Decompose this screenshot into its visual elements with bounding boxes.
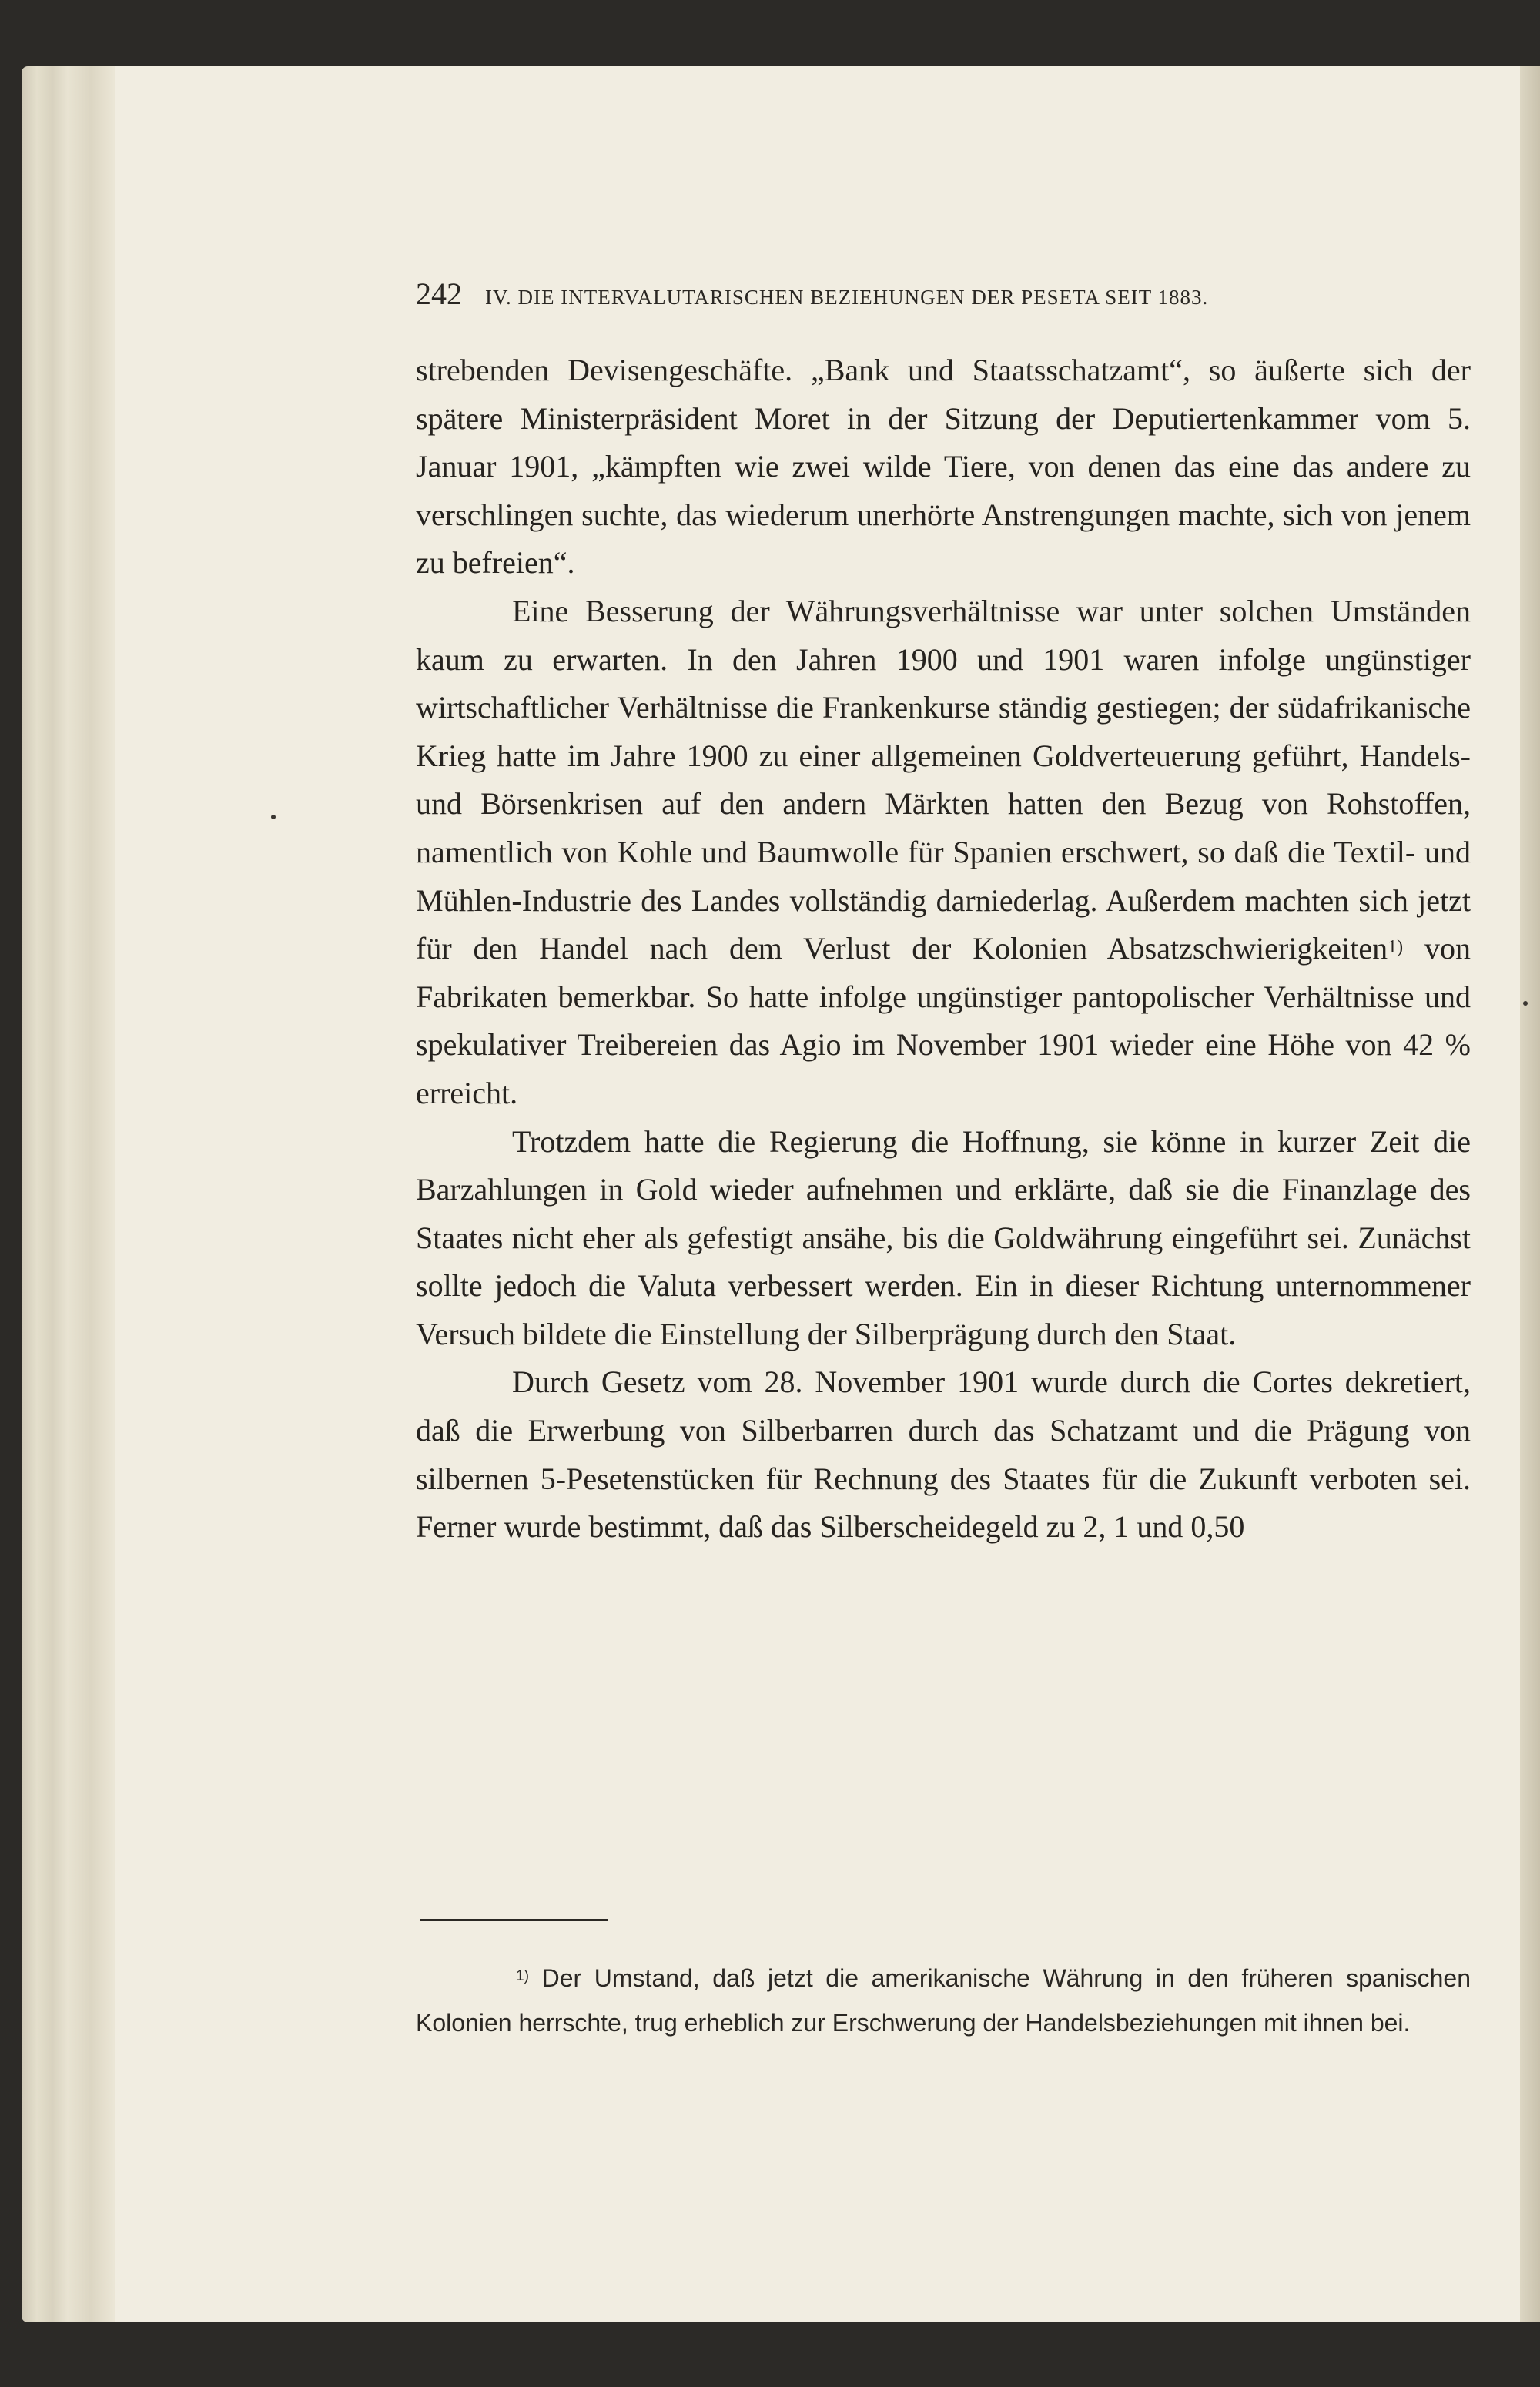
paragraph-4: Durch Gesetz vom 28. November 1901 wurde durch die Cortes dekretiert, daß die Erwerbung von Silberbarren durch das Schatzamt und die Prägung von silbernen 5-Pesetenstücken für Rechnung des Staates für die Zukunft verboten sei. Ferner wurde bestimmt, daß das Silberscheidegeld zu 2, 1 und 0,50	[416, 1364, 1471, 1545]
paragraph-2-part-2: von Fabrikaten bemerkbar. So hatte infolge ungünstiger pantopolischer Verhältnisse und spekulativer Treibereien das Agio im November 1901 wieder eine Höhe von 42 %	[416, 931, 1471, 1063]
running-head	[416, 276, 1471, 312]
page-right-edge	[1520, 66, 1540, 2322]
footnote-marker: 1)	[516, 1968, 530, 1985]
footnote-text: Der Umstand, daß jetzt die amerikanische Währung in den früheren spanischen Kolonien herrschte, trug erheblich zur Erschwerung der Handelsbeziehungen mit ihnen bei.	[416, 1964, 1471, 2037]
paper-speck	[271, 815, 276, 819]
paper-speck	[1523, 1001, 1528, 1006]
footnote-reference: 1)	[1388, 936, 1404, 957]
footnote-rule	[420, 1919, 608, 1921]
paragraph-2-part-1: Eine Besserung der Währungsverhältnisse war unter solchen Umständen kaum zu erwarten. In den Jahren 1900 und 1901 waren infolge ungünstiger wirtschaftlicher Verhältnisse die Frankenkurse ständig gestiegen; der südafrikanische Krieg hatte im Jahre 1900 zu einer allgemeinen Goldverteuerung geführt, Handels- und Börsenkrisen auf den andern Märkten hatten den Bezug von Rohstoffen, namentlich von Kohle und Baumwolle für Spanien erschwert, so daß die Textil- und Mühlen-Industrie des Landes vollständig darniederlag. Außerdem machten sich jetzt für den Handel nach dem Verlust der Kolonien Absatzschwierigkeiten	[416, 593, 1471, 966]
paragraph-1: strebenden Devisengeschäfte. „Bank und Staatsschatzamt“, so äußerte sich der spätere Ministerpräsident Moret in der Sitzung der Deputiertenkammer vom 5. Januar 1901, „kämpften wie zwei wilde Tiere, von denen das eine das andere zu verschlingen suchte, das wiederum unerhörte Anstrengungen machte, sich von jenem zu befreien“.	[416, 353, 1471, 581]
footnote	[416, 1956, 1471, 2045]
paragraph-3: Trotzdem hatte die Regierung die Hoffnung, sie könne in kurzer Zeit die Barzahlungen in Gold wieder aufnehmen und erklärte, daß sie die Finanzlage des Staates nicht eher als gefestigt ansähe, bis die Goldwährung eingeführt sei. Zunächst sollte jedoch die Valuta verbessert werden. Ein in dieser Richtung unternommener Versuch bildete die Einstellung der Silberprägung durch den Staat.	[416, 1123, 1471, 1351]
body-text	[416, 346, 1471, 1552]
paragraph-2	[416, 588, 1471, 1118]
page-number: 242	[416, 276, 462, 311]
chapter-heading: IV. DIE INTERVALUTARISCHEN BEZIEHUNGEN DER PESETA SEIT 1883.	[485, 286, 1209, 309]
paragraph-2-part-3: erreicht.	[416, 1075, 518, 1110]
